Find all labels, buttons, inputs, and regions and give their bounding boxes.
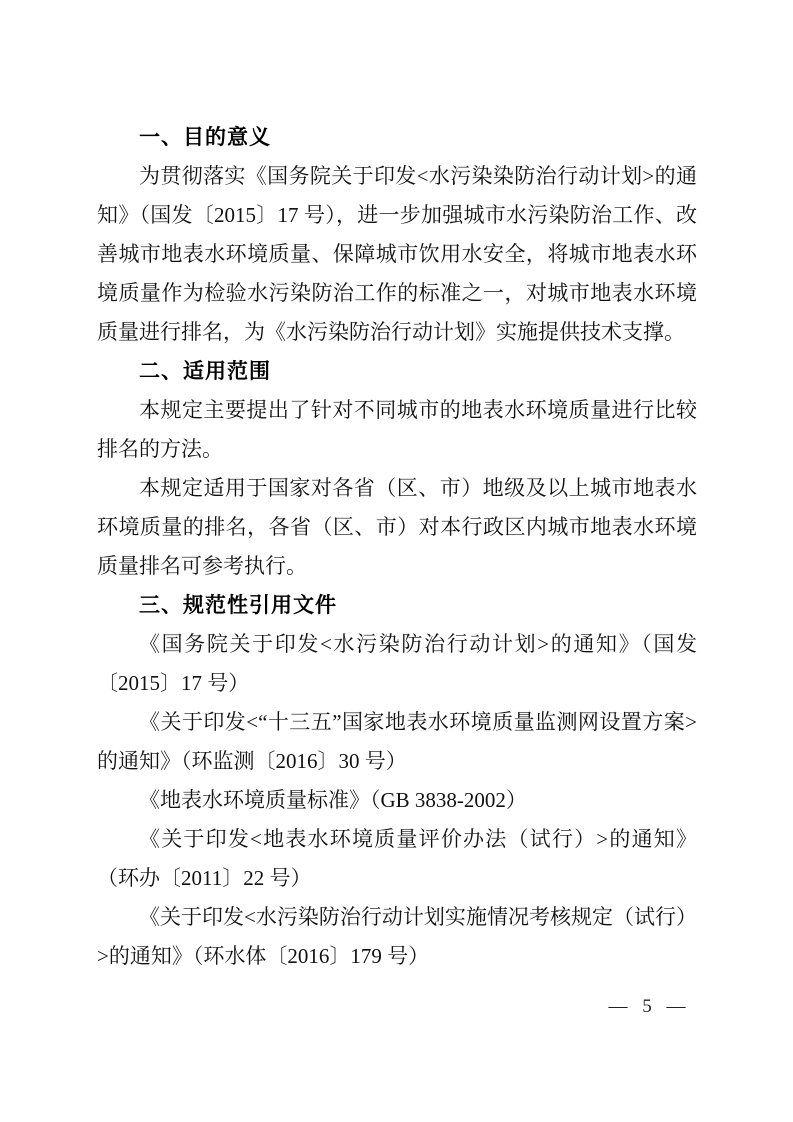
reference-item-4: 《关于印发<地表水环境质量评价办法（试行）>的通知》（环办〔2011〕22 号） <box>97 827 697 890</box>
page-number: — 5 — <box>608 996 686 1017</box>
reference-item-5: 《关于印发<水污染防治行动计划实施情况考核规定（试行）>的通知》（环水体〔2016〕179 号） <box>97 905 697 968</box>
reference-item-2: 《关于印发<“十三五”国家地表水环境质量监测网设置方案>的通知》（环监测〔2016〕30 号） <box>97 710 697 773</box>
section-heading-scope: 二、适用范围 <box>139 360 271 383</box>
document-content <box>97 118 697 976</box>
reference-item-1: 《国务院关于印发<水污染防治行动计划>的通知》（国发〔2015〕17 号） <box>97 632 697 695</box>
paragraph-purpose: 为贯彻落实《国务院关于印发<水污染染防治行动计划>的通知》（国发〔2015〕17 号），进一步加强城市水污染防治工作、改善城市地表水环境质量、保障城市饮用水安全，将城市地表水环境质量作为检验水污染防治工作的标准之一，对城市地表水环境质量进行排名，为《水污染防治行动计划》实施提供技术支撑。 <box>97 164 697 344</box>
paragraph-scope-2: 本规定适用于国家对各省（区、市）地级及以上城市地表水环境质量的排名，各省（区、市）对本行政区内城市地表水环境质量排名可参考执行。 <box>97 476 697 578</box>
paragraph-scope-1: 本规定主要提出了针对不同城市的地表水环境质量进行比较排名的方法。 <box>97 398 697 461</box>
section-heading-references: 三、规范性引用文件 <box>139 594 337 617</box>
section-heading-purpose: 一、目的意义 <box>139 126 271 149</box>
reference-item-3: 《地表水环境质量标准》（GB 3838-2002） <box>139 788 527 812</box>
